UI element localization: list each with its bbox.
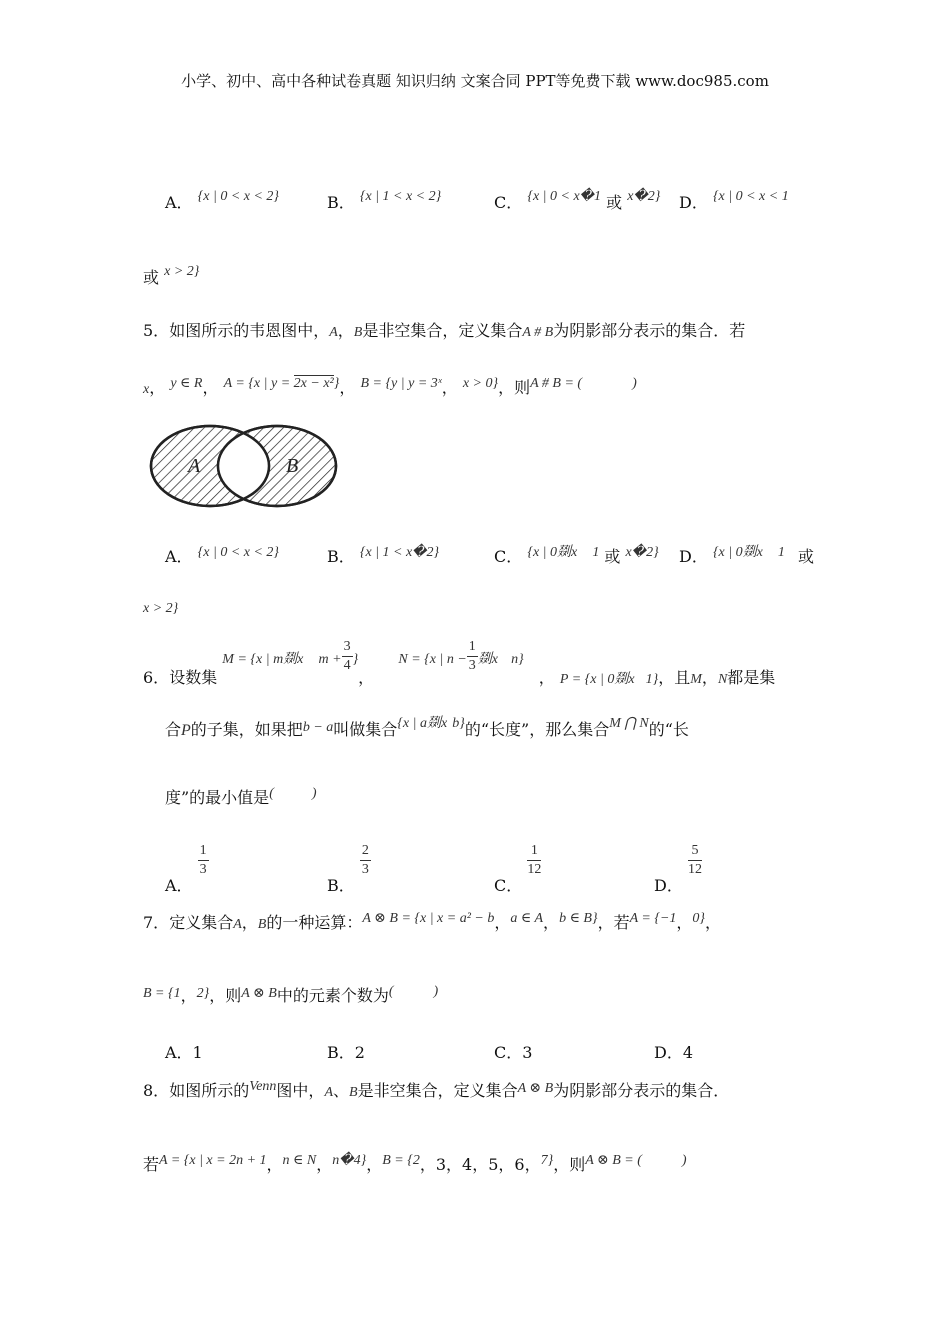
math: N = {x | n − <box>398 652 467 667</box>
option-math: x > 2} <box>143 601 179 616</box>
option-math: {x | 0 < x < 2} <box>197 189 280 204</box>
fraction-denominator: 12 <box>687 862 702 877</box>
text: 如图所示的韦恩图中， <box>169 321 330 340</box>
q7-line-2 <box>143 986 438 1008</box>
option-label: D． <box>679 193 708 212</box>
option-math: x�2} <box>627 189 661 204</box>
text: 图中， <box>276 1081 325 1100</box>
math: ( <box>269 786 274 801</box>
math: b} <box>452 716 465 731</box>
fraction-denominator: 4 <box>343 658 351 673</box>
q6-line-3 <box>165 788 317 810</box>
math: M <box>690 672 702 687</box>
text: ， <box>543 913 560 932</box>
q5-option-a[interactable] <box>165 544 279 567</box>
option-math: {x | 0剟x <box>712 545 763 560</box>
math: Venn <box>249 1079 277 1094</box>
math: x <box>143 382 150 397</box>
q5-option-b[interactable] <box>327 544 439 567</box>
text: ， <box>494 913 511 932</box>
math: 1} <box>645 672 659 687</box>
fraction <box>342 638 353 675</box>
q4-option-a[interactable] <box>165 190 279 213</box>
math: b − a <box>302 720 334 735</box>
math: n} <box>511 652 524 667</box>
fraction-numerator: 3 <box>342 638 353 657</box>
q5-option-d[interactable] <box>679 544 814 567</box>
math: A # B = ( <box>530 376 583 391</box>
math: } <box>352 652 359 667</box>
q6-line-1 <box>143 639 776 687</box>
math: B = {2 <box>382 1153 420 1168</box>
math: A = {x | x = 2n + 1 <box>159 1153 267 1168</box>
text: 若 <box>143 1155 160 1174</box>
text: ，则 <box>553 1155 586 1174</box>
text: 设数集 <box>169 668 218 687</box>
math: {x | a剟x <box>397 716 448 731</box>
math: P <box>181 722 191 739</box>
option-math: {x | 0 < x�1 <box>527 189 602 204</box>
venn-diagram <box>148 424 348 514</box>
math: ) <box>433 984 439 999</box>
option-label: D． <box>654 876 683 895</box>
q4-option-d-continued <box>143 265 199 288</box>
text: ， <box>441 378 458 397</box>
text: 为阴影部分表示的集合．若 <box>553 321 746 340</box>
fraction-numerator: 1 <box>527 842 541 861</box>
fraction-denominator: 3 <box>468 658 476 673</box>
text: 中的元素个数为 <box>276 986 389 1005</box>
math: n�4} <box>332 1153 367 1168</box>
fraction-numerator: 1 <box>198 842 209 861</box>
text: ， <box>366 1155 383 1174</box>
text: ， <box>316 1155 333 1174</box>
text: 定义集合 <box>169 913 234 932</box>
text: 的一种运算： <box>266 913 363 932</box>
text: ，3，4，5，6， <box>419 1155 541 1174</box>
text: ， <box>676 913 693 932</box>
text: 如图所示的 <box>169 1081 250 1100</box>
text: 、 <box>333 1081 350 1100</box>
math: B <box>353 325 363 340</box>
q7-option-a[interactable]: A．1 <box>165 1043 203 1062</box>
fraction-numerator: 2 <box>360 842 371 861</box>
text: 是非空集合，定义集合 <box>362 321 523 340</box>
math: x > 0} <box>462 376 499 391</box>
text: ，若 <box>597 913 630 932</box>
fraction-denominator: 3 <box>361 862 369 877</box>
q7-line-1 <box>143 913 721 935</box>
option-label: C． <box>494 193 523 212</box>
option-math: 1 <box>777 545 785 560</box>
text: 的子集，如果把 <box>190 720 303 739</box>
text: ， <box>701 668 718 687</box>
math: N <box>717 672 728 687</box>
text: ， <box>180 986 197 1005</box>
math: a ∈ A <box>510 911 544 926</box>
option-or: 或 <box>606 193 623 212</box>
fraction-numerator: 1 <box>467 638 478 657</box>
option-label: B． <box>327 193 355 212</box>
text: ， <box>339 378 356 397</box>
math: } <box>333 376 340 391</box>
text: ，则 <box>209 986 242 1005</box>
option-math: x�2} <box>625 545 659 560</box>
math: B <box>349 1085 358 1100</box>
q6-option-a[interactable] <box>165 842 209 895</box>
option-math: x > 2} <box>164 264 200 279</box>
text: ，且 <box>658 668 691 687</box>
fraction-denominator: 12 <box>527 862 542 877</box>
question-number: 7． <box>143 913 170 932</box>
math: A ⊗ B = {x | x = a² − b <box>362 911 495 926</box>
math: m + <box>318 652 342 667</box>
fraction <box>360 842 371 879</box>
venn-label-a: A <box>188 455 201 477</box>
q7-option-b[interactable]: B．2 <box>327 1043 365 1062</box>
option-math: {x | 1 < x�2} <box>359 545 440 560</box>
text: 是非空集合，定义集合 <box>357 1081 518 1100</box>
math: M = {x | m剟x <box>222 652 304 667</box>
option-label: D． <box>679 547 708 566</box>
q4-option-c[interactable] <box>494 190 660 213</box>
math: 0} <box>692 911 706 926</box>
math: B <box>257 917 267 932</box>
fraction <box>198 842 209 879</box>
option-label: A． <box>165 547 193 566</box>
math: A # B <box>522 325 554 340</box>
option-math: {x | 1 < x < 2} <box>359 189 442 204</box>
option-or: 或 <box>798 547 815 566</box>
math: ) <box>681 1153 687 1168</box>
text: ， <box>202 378 219 397</box>
math: A <box>324 1085 333 1100</box>
q8-line-2 <box>143 1155 687 1177</box>
option-label: C． <box>494 547 523 566</box>
q5-line-1 <box>143 321 745 343</box>
math: B = {y | y = 3ˣ <box>360 376 442 391</box>
math: P = {x | 0剟x <box>559 672 635 687</box>
text: ， <box>705 913 722 932</box>
math: 2} <box>196 986 210 1001</box>
math: M ⋂ N <box>609 716 649 731</box>
fraction-numerator: 5 <box>688 842 702 861</box>
option-or: 或 <box>604 547 621 566</box>
q4-option-d[interactable] <box>679 190 789 213</box>
q6-option-d[interactable] <box>654 842 702 895</box>
math: ( <box>388 984 394 999</box>
text: ， <box>266 1155 283 1174</box>
q6-option-b[interactable] <box>327 842 371 895</box>
fraction-denominator: 3 <box>199 862 207 877</box>
math: A ⊗ B <box>517 1081 554 1096</box>
math: A = {−1 <box>629 911 677 926</box>
q7-option-c[interactable]: C．3 <box>494 1043 533 1062</box>
text: 叫做集合 <box>333 720 398 739</box>
text: ， <box>337 321 354 340</box>
fraction <box>467 638 478 675</box>
option-math: {x | 0剟x <box>527 545 578 560</box>
option-label: C． <box>494 876 523 895</box>
text: 为阴影部分表示的集合． <box>553 1081 730 1100</box>
q6-option-c[interactable] <box>494 842 542 895</box>
math: A ⊗ B = ( <box>585 1153 642 1168</box>
math: A <box>233 917 242 932</box>
option-label: A． <box>165 193 193 212</box>
math: B = {1 <box>143 986 181 1001</box>
fraction <box>688 842 702 879</box>
text: 都是集 <box>727 668 776 687</box>
q8-line-1 <box>143 1081 729 1103</box>
text: 的“长 <box>648 720 689 739</box>
q5-option-d-continued <box>143 597 178 617</box>
option-math: {x | 0 < x < 2} <box>197 545 280 560</box>
option-math: 1 <box>592 545 600 560</box>
text: ， <box>149 378 166 397</box>
math: 7} <box>540 1153 554 1168</box>
math: A ⊗ B <box>241 986 277 1001</box>
text: 的“长度”，那么集合 <box>464 720 610 739</box>
text: 度”的最小值是 <box>165 788 270 807</box>
math: 剟x <box>477 652 498 667</box>
math: A <box>329 325 338 340</box>
page-header: 小学、初中、高中各种试卷真题 知识归纳 文案合同 PPT等免费下载 www.doc985.com <box>181 72 769 90</box>
option-label: A． <box>165 876 193 895</box>
question-number: 5． <box>143 321 170 340</box>
math: ) <box>632 376 637 391</box>
text: ，则 <box>498 378 531 397</box>
q5-option-c[interactable] <box>494 544 659 567</box>
question-number: 6． <box>143 668 170 687</box>
q7-option-d[interactable]: D．4 <box>654 1043 694 1062</box>
math-sqrt: 2x − x² <box>293 376 334 391</box>
option-label: B． <box>327 547 355 566</box>
q4-option-b[interactable] <box>327 190 441 213</box>
fraction <box>527 842 541 879</box>
text: ， <box>241 913 258 932</box>
option-label: B． <box>327 876 355 895</box>
q5-line-2 <box>143 378 637 400</box>
venn-label-b: B <box>286 455 299 477</box>
option-math: {x | 0 < x < 1 <box>712 189 789 204</box>
text: 合 <box>165 720 182 739</box>
math: A = {x | y = <box>223 376 294 391</box>
question-number: 8． <box>143 1081 170 1100</box>
math: ) <box>311 786 317 801</box>
text: ， <box>538 668 555 687</box>
text: ， <box>358 668 375 687</box>
math: n ∈ N <box>282 1153 317 1168</box>
q6-line-2 <box>165 716 689 742</box>
option-or: 或 <box>143 268 160 287</box>
math: b ∈ B} <box>559 911 598 926</box>
math: y ∈ R <box>170 376 203 391</box>
